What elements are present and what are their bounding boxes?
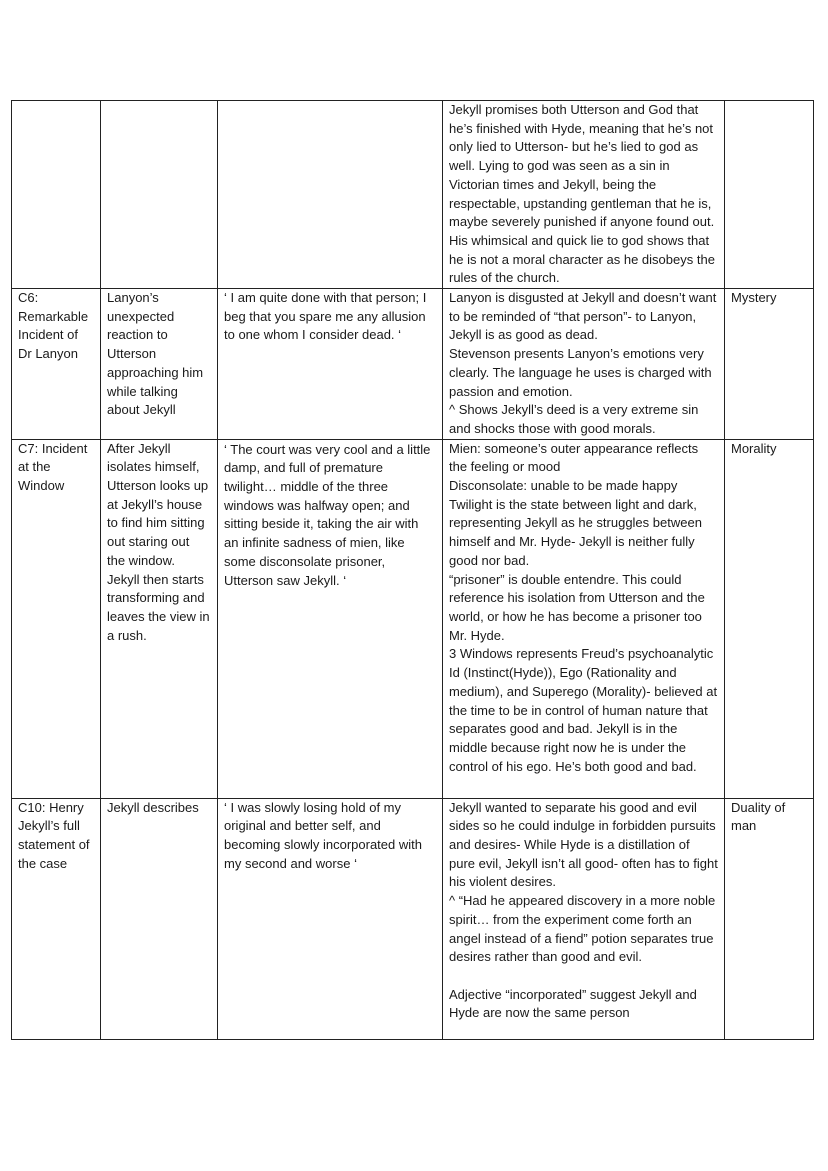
chapter-cell [12, 101, 101, 289]
analysis-paragraph: Lanyon is disgusted at Jekyll and doesn’t want to be reminded of “that person”- to Lanyon, Jekyll is as good as dead. [449, 290, 717, 343]
quote-cell: ‘ The court was very cool and a little damp, and full of premature twilight… middle of the three windows was halfway open; and sitting beside it, taking the air with an infinite sadness of mien, like some disconsolate prisoner, Utterson saw Jekyll. ‘ [218, 439, 443, 798]
summary-cell: Jekyll describes [101, 798, 218, 1039]
analysis-paragraph: ^ “Had he appeared discovery in a more noble spirit… from the experiment come forth an angel instead of a fiend” potion separates true desires rather than good and evil. [449, 893, 716, 965]
analysis-paragraph: Disconsolate: unable to be made happy [449, 478, 678, 494]
theme-cell: Duality of man [725, 798, 814, 1039]
analysis-paragraph: Jekyll promises both Utterson and God that he’s finished with Hyde, meaning that he’s not only lied to Utterson- but he’s lied to god as well. Lying to god was seen as a sin in Victorian times and Jekyll, being the respectable, upstanding gentleman that he is, maybe severely punished if anyone found out. His whimsical and quick lie to god shows that he is not a moral character as he disobeys the rules of the church. [449, 102, 715, 286]
summary-cell [101, 101, 218, 289]
chapter-cell: C7: Incident at the Window [12, 439, 101, 798]
analysis-paragraph: “prisoner” is double entendre. This could reference his isolation from Utterson and the world, or how he has become a prisoner too Mr. Hyde. [449, 571, 705, 643]
quote-cell: ‘ I was slowly losing hold of my original and better self, and becoming slowly incorporated with my second and worse ‘ [218, 798, 443, 1039]
theme-cell: Mystery [725, 289, 814, 440]
analysis-paragraph: Stevenson presents Lanyon’s emotions very clearly. The language he uses is charged with passion and emotion. [449, 346, 712, 399]
analysis-cell [443, 101, 725, 289]
theme-cell [725, 101, 814, 289]
analysis-paragraph: ^ Shows Jekyll’s deed is a very extreme sin and shocks those with good morals. [449, 402, 699, 436]
table-row [12, 798, 814, 1039]
theme-cell: Morality [725, 439, 814, 798]
quote-cell [218, 101, 443, 289]
analysis-cell [443, 289, 725, 440]
summary-cell: After Jekyll isolates himself, Utterson looks up at Jekyll’s house to find him sitting out staring out the window. Jekyll then starts transforming and leaves the view in a rush. [101, 439, 218, 798]
chapter-cell: C10: Henry Jekyll’s full statement of the case [12, 798, 101, 1039]
summary-cell: Lanyon’s unexpected reaction to Utterson approaching him while talking about Jekyll [101, 289, 218, 440]
paragraph-gap [449, 967, 718, 986]
analysis-paragraph: Twilight is the state between light and dark, representing Jekyll as he struggles between himself and Mr. Hyde- Jekyll is neither fully good nor bad. [449, 496, 702, 568]
analysis-paragraph: Adjective “incorporated” suggest Jekyll and Hyde are now the same person [449, 986, 697, 1021]
table-row [12, 439, 814, 798]
analysis-paragraph: Mien: someone’s outer appearance reflects the feeling or mood [449, 440, 699, 475]
table-row [12, 101, 814, 289]
analysis-paragraph: Jekyll wanted to separate his good and evil sides so he could indulge in forbidden pursuits and desires- While Hyde is a distillation of pure evil, Jekyll isn’t all good- often has to fight his violent desires. [449, 799, 718, 890]
analysis-table [11, 100, 814, 1040]
analysis-cell [443, 439, 725, 798]
analysis-paragraph: 3 Windows represents Freud’s psychoanalytic Id (Instinct(Hyde)), Ego (Rationality and medium), and Superego (Morality)- believed at the time to be in control of human nature that separates good and bad. Jekyll is in the middle because right now he is under the control of his ego. He’s both good and bad. [449, 646, 718, 774]
chapter-cell: C6: Remarkable Incident of Dr Lanyon [12, 289, 101, 440]
table-row [12, 289, 814, 440]
quote-cell: ‘ I am quite done with that person; I beg that you spare me any allusion to one whom I consider dead. ‘ [218, 289, 443, 440]
analysis-cell [443, 798, 725, 1039]
